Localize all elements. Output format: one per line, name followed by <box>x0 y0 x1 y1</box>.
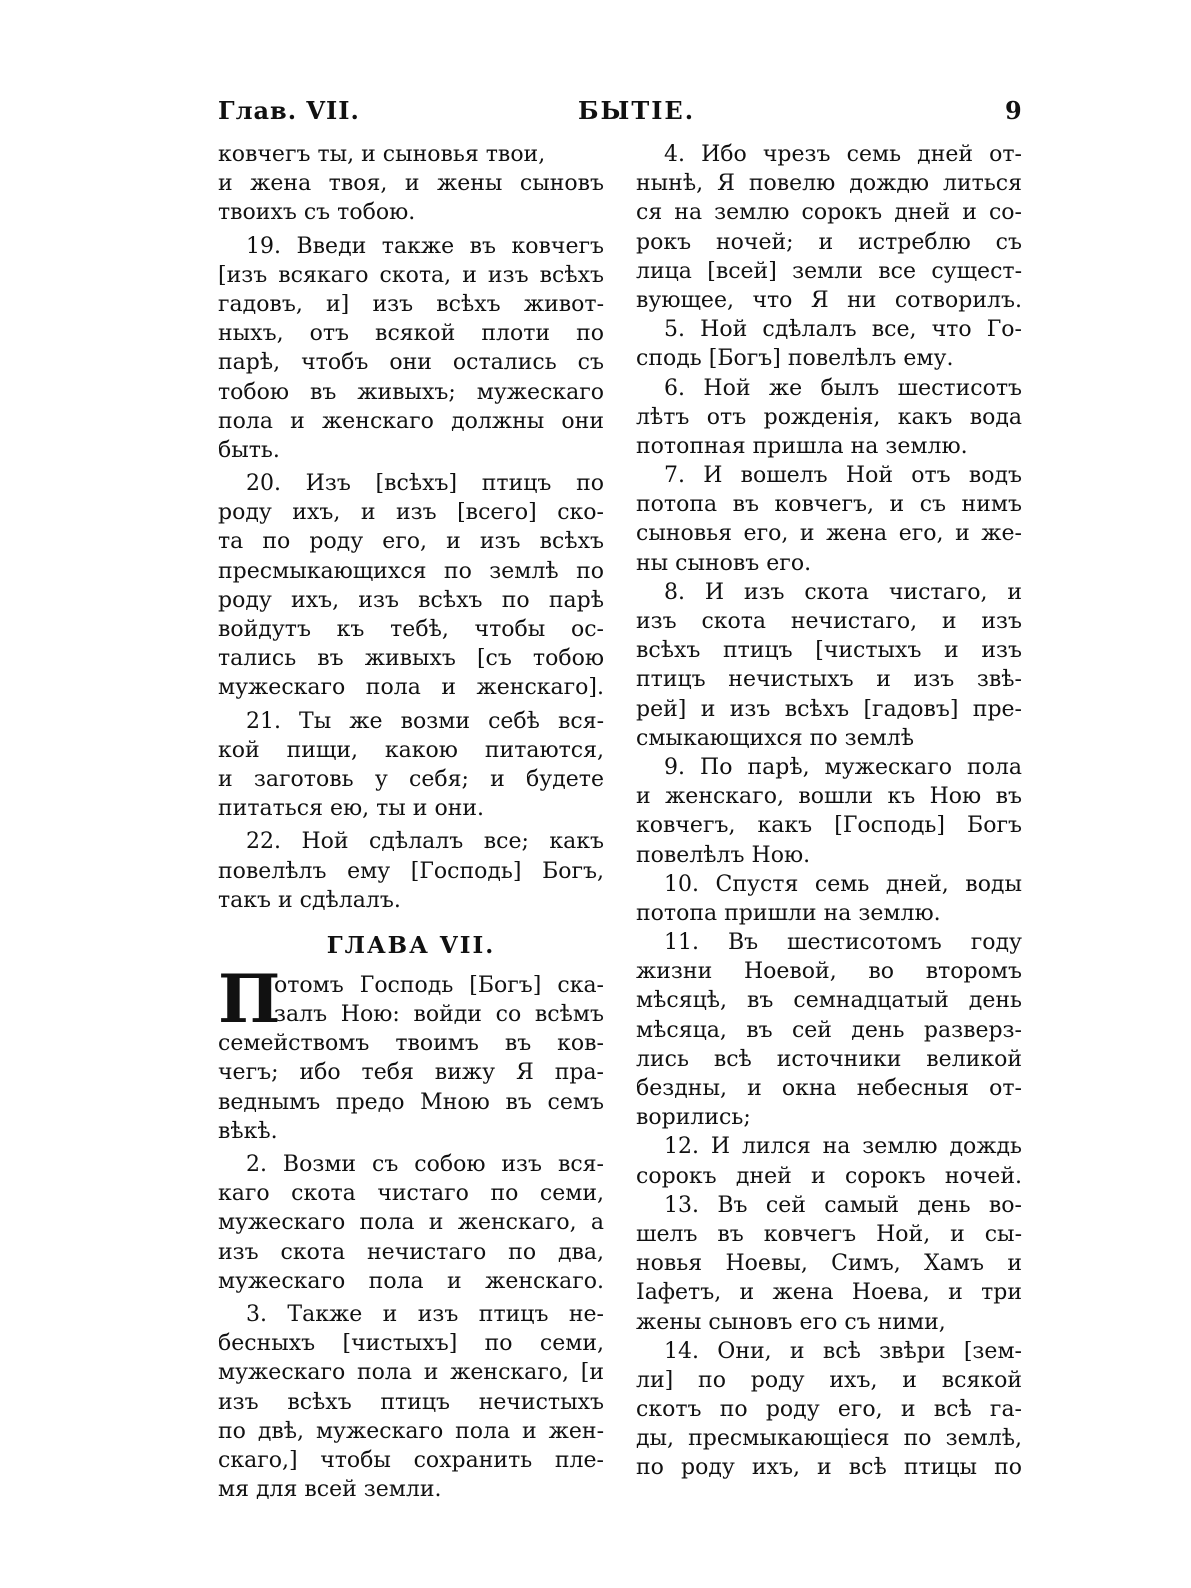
text-line: веднымъ предо Мною въ семъ <box>218 1089 604 1115</box>
text-line: роду ихъ, изъ всѣхъ по парѣ <box>218 587 604 613</box>
text-line: и жена твоя, и жены сыновъ <box>218 171 604 197</box>
text-line: роду ихъ, и изъ [всего] ско- <box>218 500 604 526</box>
verse-start-19: 19. Введи также въ ковчегъ <box>246 233 604 259</box>
verse-start-7: 7. И вошелъ Ной отъ водъ <box>664 463 1022 489</box>
text-line: каго скота чистаго по семи, <box>218 1181 604 1207</box>
verse-start-8: 8. И изъ скота чистаго, и <box>664 579 1022 605</box>
text-line: та по роду его, и изъ всѣхъ <box>218 529 604 555</box>
text-line: бесныхъ [чистыхъ] по семи, <box>218 1331 604 1357</box>
chapter-opening <box>218 959 604 1038</box>
text-line: сорокъ дней и сорокъ ночей. <box>636 1163 1022 1189</box>
text-line: птицъ нечистыхъ и изъ звѣ- <box>636 667 1022 693</box>
text-line: изъ скота нечистаго, и изъ <box>636 609 1022 634</box>
text-line: жизни Ноевой, во второмъ <box>636 959 1022 985</box>
text-line: ворились; <box>636 1105 751 1131</box>
text-line: бездны, и окна небесныя от- <box>636 1076 1022 1101</box>
text-line: потопная пришла на землю. <box>636 433 968 459</box>
text-line: мужескаго пола и женскаго, [и <box>218 1360 604 1386</box>
text-line: вующее, что Я ни сотворилъ. <box>636 287 1022 313</box>
text-line: скотъ по роду его, и всѣ га- <box>636 1397 1022 1423</box>
text-line: ковчегъ, какъ [Господь] Богъ <box>636 813 1022 839</box>
running-head-chapter: Глав. VII. <box>218 96 360 125</box>
text-line: лѣтъ отъ рожденія, какъ вода <box>636 404 1022 430</box>
text-line: вѣкѣ. <box>218 1118 278 1144</box>
text-line: лица [всей] земли все сущест- <box>636 258 1022 284</box>
text-line: пола и женскаго должны они <box>218 408 604 434</box>
verse-start-21: 21. Ты же возми себѣ вся- <box>246 708 604 734</box>
text-line: семействомъ твоимъ въ ков- <box>218 1031 604 1057</box>
text-line: кой пищи, какою питаются, <box>218 737 604 763</box>
drop-cap: П <box>218 959 281 1038</box>
text-line: всѣхъ птицъ [чистыхъ и изъ <box>636 638 1022 664</box>
text-line: изъ всѣхъ птицъ нечистыхъ <box>218 1389 604 1415</box>
text-line: быть. <box>218 437 280 463</box>
verse-start-12: 12. И лился на землю дождь <box>664 1134 1022 1160</box>
text-line: мѣсяца, въ сей день разверз- <box>636 1017 1022 1043</box>
text-line: войдутъ къ тебѣ, чтобы ос- <box>218 617 604 642</box>
right-column <box>636 140 1022 1483</box>
text-line: рокъ ночей; и истреблю съ <box>636 229 1022 255</box>
verse-start-6: 6. Ной же былъ шестисотъ <box>664 375 1022 401</box>
text-line: изъ скота нечистаго по два, <box>218 1239 604 1265</box>
text-line: ся на землю сорокъ дней и со- <box>636 200 1022 226</box>
text-line: скаго,] чтобы сохранить пле- <box>218 1447 604 1473</box>
text-line: отомъ Господь [Богъ] ска- <box>274 972 604 998</box>
text-line: повелѣлъ Ною. <box>636 842 811 868</box>
text-line: Іафетъ, и жена Ноева, и три <box>636 1280 1022 1306</box>
text-line: гадовъ, и] изъ всѣхъ живот- <box>218 291 604 317</box>
verse-start-3: 3. Также и изъ птицъ не- <box>246 1301 604 1327</box>
text-line: мужескаго пола и женскаго]. <box>218 675 604 701</box>
verse-start-9: 9. По парѣ, мужескаго пола <box>664 754 1022 780</box>
text-line: и заготовь у себя; и будете <box>218 766 604 792</box>
text-line: залъ Ною: войди со всѣмъ <box>274 1002 604 1028</box>
text-line: тобою въ живыхъ; мужескаго <box>218 379 604 405</box>
verse-start-10: 10. Спустя семь дней, воды <box>664 871 1022 897</box>
left-column <box>218 140 604 1504</box>
text-line: такъ и сдѣлалъ. <box>218 887 401 913</box>
text-line: мужескаго пола и женскаго, а <box>218 1210 604 1236</box>
text-line: тались въ живыхъ [съ тобою <box>218 646 604 672</box>
text-line: шелъ въ ковчегъ Ной, и сы- <box>636 1221 1022 1247</box>
verse-start-22: 22. Ной сдѣлалъ все; какъ <box>246 829 604 855</box>
text-line: ды, пресмыкающіеся по землѣ, <box>636 1426 1022 1452</box>
text-line: твоихъ съ тобою. <box>218 200 416 226</box>
text-line: сподь [Богъ] повелѣлъ ему. <box>636 346 954 372</box>
text-line: ны сыновъ его. <box>636 550 812 576</box>
page-number: 9 <box>1005 96 1023 125</box>
text-line: по роду ихъ, и всѣ птицы по <box>636 1455 1022 1481</box>
text-line: мужескаго пола и женскаго. <box>218 1268 604 1294</box>
text-line: нынѣ, Я повелю дождю литься <box>636 171 1022 197</box>
text-line: пресмыкающихся по землѣ по <box>218 558 604 584</box>
text-line: ковчегъ ты, и сыновья твои, <box>218 142 546 167</box>
running-head-book-title: БЫТІЕ. <box>578 96 696 125</box>
verse-start-20: 20. Изъ [всѣхъ] птицъ по <box>246 471 604 497</box>
text-line: новья Ноевы, Симъ, Хамъ и <box>636 1251 1022 1277</box>
text-line: мя для всей земли. <box>218 1477 442 1503</box>
text-line: лись всѣ источники великой <box>636 1046 1022 1072</box>
verse-start-11: 11. Въ шестисотомъ году <box>664 930 1022 956</box>
text-line: сыновья его, и жена его, и же- <box>636 521 1022 547</box>
text-line: жены сыновъ его съ ними, <box>636 1309 946 1335</box>
text-line: и женскаго, вошли къ Ною въ <box>636 784 1022 810</box>
text-line: потопа пришли на землю. <box>636 900 941 926</box>
text-line: смыкающихся по землѣ <box>636 725 914 751</box>
verse-start-4: 4. Ибо чрезъ семь дней от- <box>664 142 1022 167</box>
text-line: по двѣ, мужескаго пола и жен- <box>218 1418 604 1444</box>
verse-start-2: 2. Возми съ собою изъ вся- <box>246 1152 604 1178</box>
text-line: ли] по роду ихъ, и всякой <box>636 1367 1022 1393</box>
verse-start-5: 5. Ной сдѣлалъ все, что Го- <box>664 317 1022 343</box>
text-line: потопа въ ковчегъ, и съ нимъ <box>636 492 1022 518</box>
text-line: питаться ею, ты и они. <box>218 796 485 822</box>
text-line: повелѣлъ ему [Господь] Богъ, <box>218 858 604 884</box>
text-line: чегъ; ибо тебя вижу Я пра- <box>218 1060 604 1086</box>
verse-start-13: 13. Въ сей самый день во- <box>664 1192 1022 1218</box>
text-line: мѣсяцѣ, въ семнадцатый день <box>636 988 1022 1014</box>
text-line: [изъ всякаго скота, и изъ всѣхъ <box>218 262 604 288</box>
text-line: ныхъ, отъ всякой плоти по <box>218 321 604 347</box>
text-line: рей] и изъ всѣхъ [гадовъ] пре- <box>636 696 1022 722</box>
chapter-heading: ГЛАВА VII. <box>326 931 496 959</box>
verse-start-14: 14. Они, и всѣ звѣри [зем- <box>664 1338 1022 1364</box>
text-line: парѣ, чтобъ они остались съ <box>218 350 604 376</box>
